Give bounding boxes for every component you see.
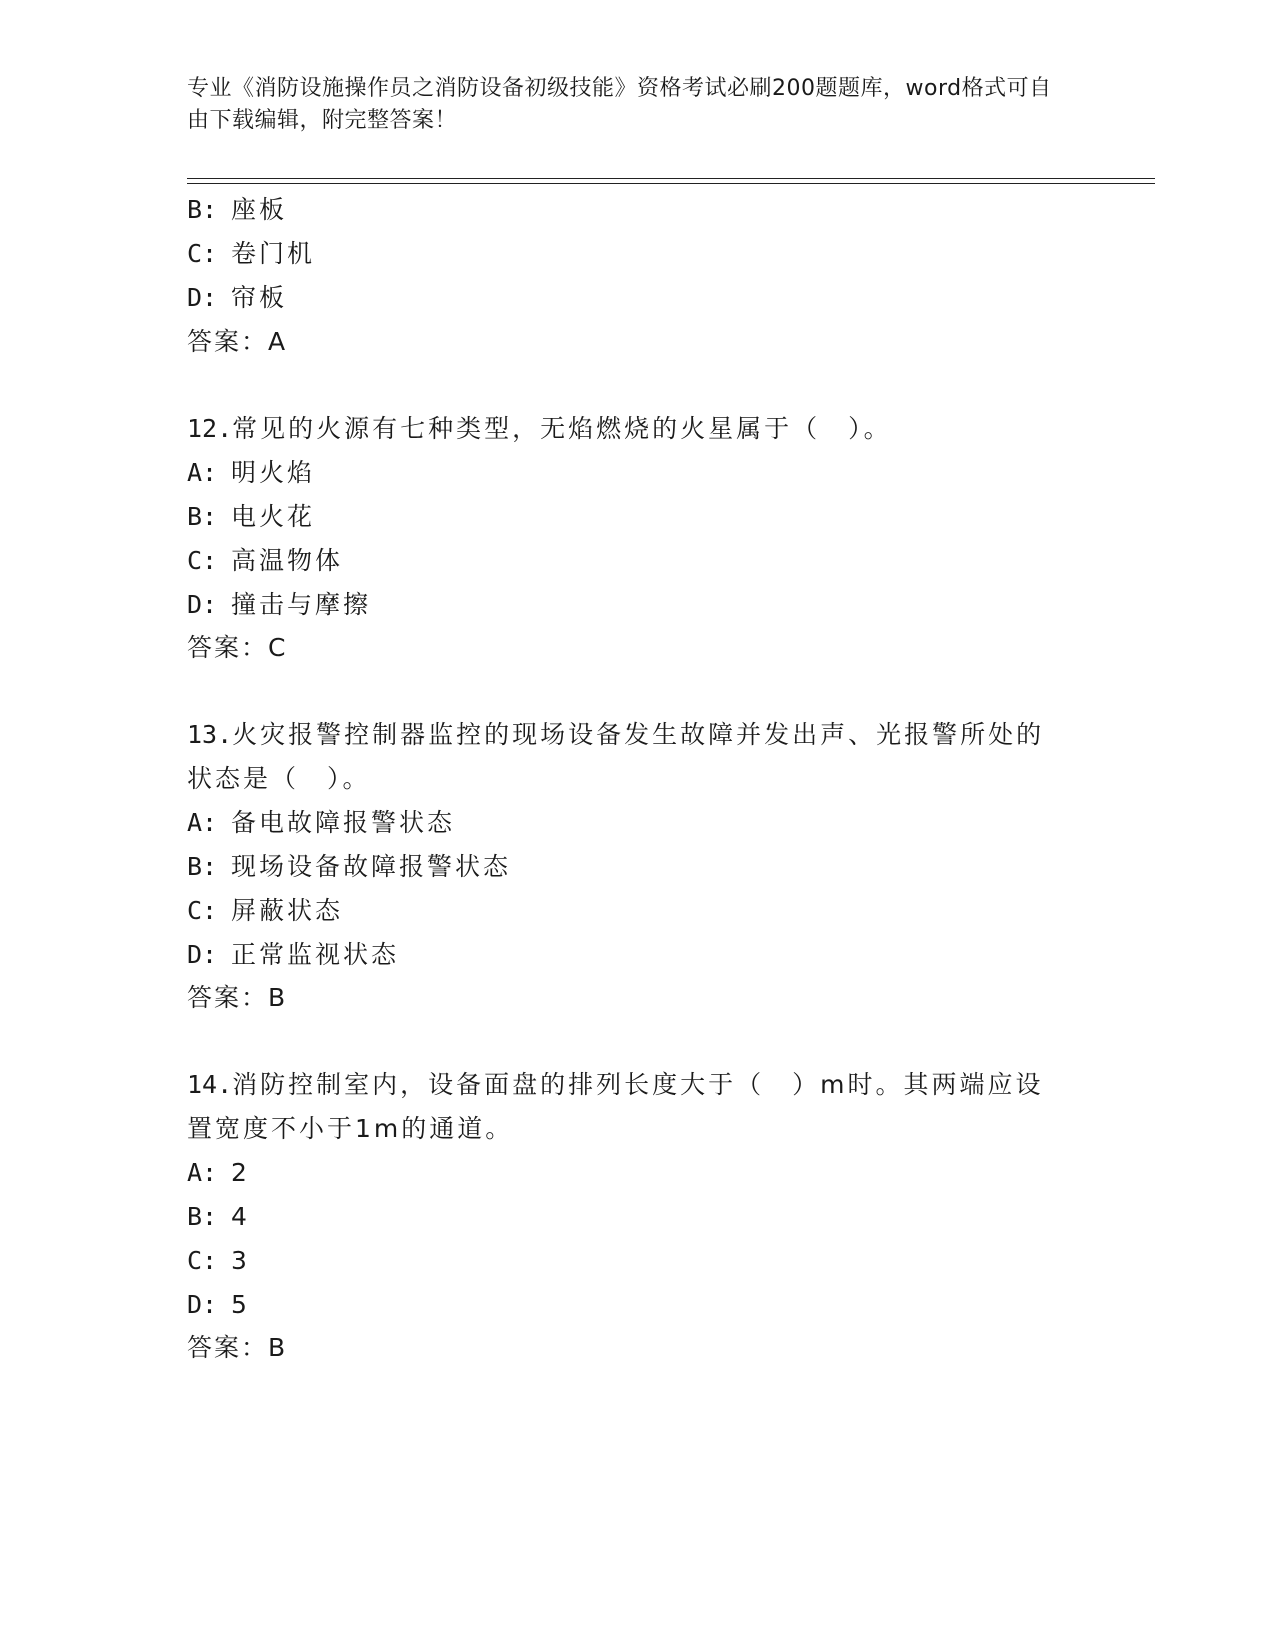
- header-divider-top: [187, 178, 1155, 179]
- option-key: C:: [187, 1246, 218, 1275]
- question-text: 消防控制室内，设备面盘的排列长度大于（ ）m时。其两端应设: [232, 1070, 1044, 1099]
- question-stem-continued: [187, 1113, 513, 1145]
- option-key: A:: [187, 1158, 218, 1187]
- option-row: [187, 807, 455, 839]
- option-key: A:: [187, 458, 218, 487]
- option-row: [187, 851, 511, 883]
- option-row: [187, 501, 315, 533]
- answer-row: [187, 1332, 286, 1364]
- option-key: D:: [187, 940, 218, 969]
- question-text: 火灾报警控制器监控的现场设备发生故障并发出声、光报警所处的: [232, 720, 1045, 749]
- option-text: 备电故障报警状态: [231, 808, 456, 837]
- answer-label: 答案：: [187, 633, 269, 662]
- option-row: [187, 457, 315, 489]
- option-text: 屏蔽状态: [231, 896, 344, 925]
- answer-label: 答案：: [187, 327, 269, 356]
- question-text: 置宽度不小于1m的通道。: [187, 1114, 514, 1143]
- answer-row: [187, 632, 286, 664]
- option-key: C:: [187, 896, 218, 925]
- document-header: 专业《消防设施操作员之消防设备初级技能》资格考试必刷200题题库，word格式可自由下载编辑，附完整答案！: [187, 76, 1052, 133]
- option-text: 卷门机: [231, 239, 316, 268]
- option-key: B:: [187, 852, 218, 881]
- option-row: [187, 895, 343, 927]
- option-key: D:: [187, 283, 218, 312]
- option-text: 帘板: [231, 283, 288, 312]
- answer-value: C: [268, 633, 287, 662]
- option-text: 明火焰: [231, 458, 316, 487]
- question-text: 状态是（ ）。: [187, 764, 371, 793]
- option-key: C:: [187, 239, 218, 268]
- header-divider-bottom: [187, 183, 1155, 184]
- question-stem: [187, 413, 892, 445]
- option-row: [187, 282, 287, 314]
- option-key: C:: [187, 546, 218, 575]
- question-number: 14.: [187, 1070, 233, 1099]
- answer-row: [187, 982, 286, 1014]
- option-text: 2: [231, 1158, 250, 1187]
- answer-row: [187, 326, 286, 358]
- option-row: [187, 1157, 250, 1189]
- option-text: 现场设备故障报警状态: [231, 852, 512, 881]
- option-key: D:: [187, 590, 218, 619]
- option-text: 高温物体: [231, 546, 344, 575]
- option-row: [187, 1245, 250, 1277]
- option-row: [187, 589, 371, 621]
- question-number: 13.: [187, 720, 233, 749]
- option-key: B:: [187, 502, 218, 531]
- option-text: 电火花: [231, 502, 316, 531]
- question-text: 常见的火源有七种类型，无焰燃烧的火星属于（ ）。: [232, 414, 892, 443]
- answer-label: 答案：: [187, 1333, 269, 1362]
- option-text: 3: [231, 1246, 250, 1275]
- option-key: B:: [187, 195, 218, 224]
- option-row: [187, 1289, 250, 1321]
- option-text: 座板: [231, 195, 288, 224]
- option-text: 4: [231, 1202, 250, 1231]
- option-row: [187, 1201, 250, 1233]
- option-row: [187, 238, 315, 270]
- option-key: A:: [187, 808, 218, 837]
- option-row: [187, 939, 399, 971]
- question-number: 12.: [187, 414, 233, 443]
- answer-value: A: [268, 327, 287, 356]
- answer-value: B: [268, 1333, 287, 1362]
- question-stem-continued: [187, 763, 371, 795]
- option-text: 5: [231, 1290, 250, 1319]
- option-row: [187, 545, 343, 577]
- option-text: 撞击与摩擦: [231, 590, 372, 619]
- option-key: D:: [187, 1290, 218, 1319]
- option-text: 正常监视状态: [231, 940, 400, 969]
- answer-value: B: [268, 983, 287, 1012]
- option-row: [187, 194, 287, 226]
- question-stem: [187, 1069, 1044, 1101]
- answer-label: 答案：: [187, 983, 269, 1012]
- question-stem: [187, 719, 1044, 751]
- option-key: B:: [187, 1202, 218, 1231]
